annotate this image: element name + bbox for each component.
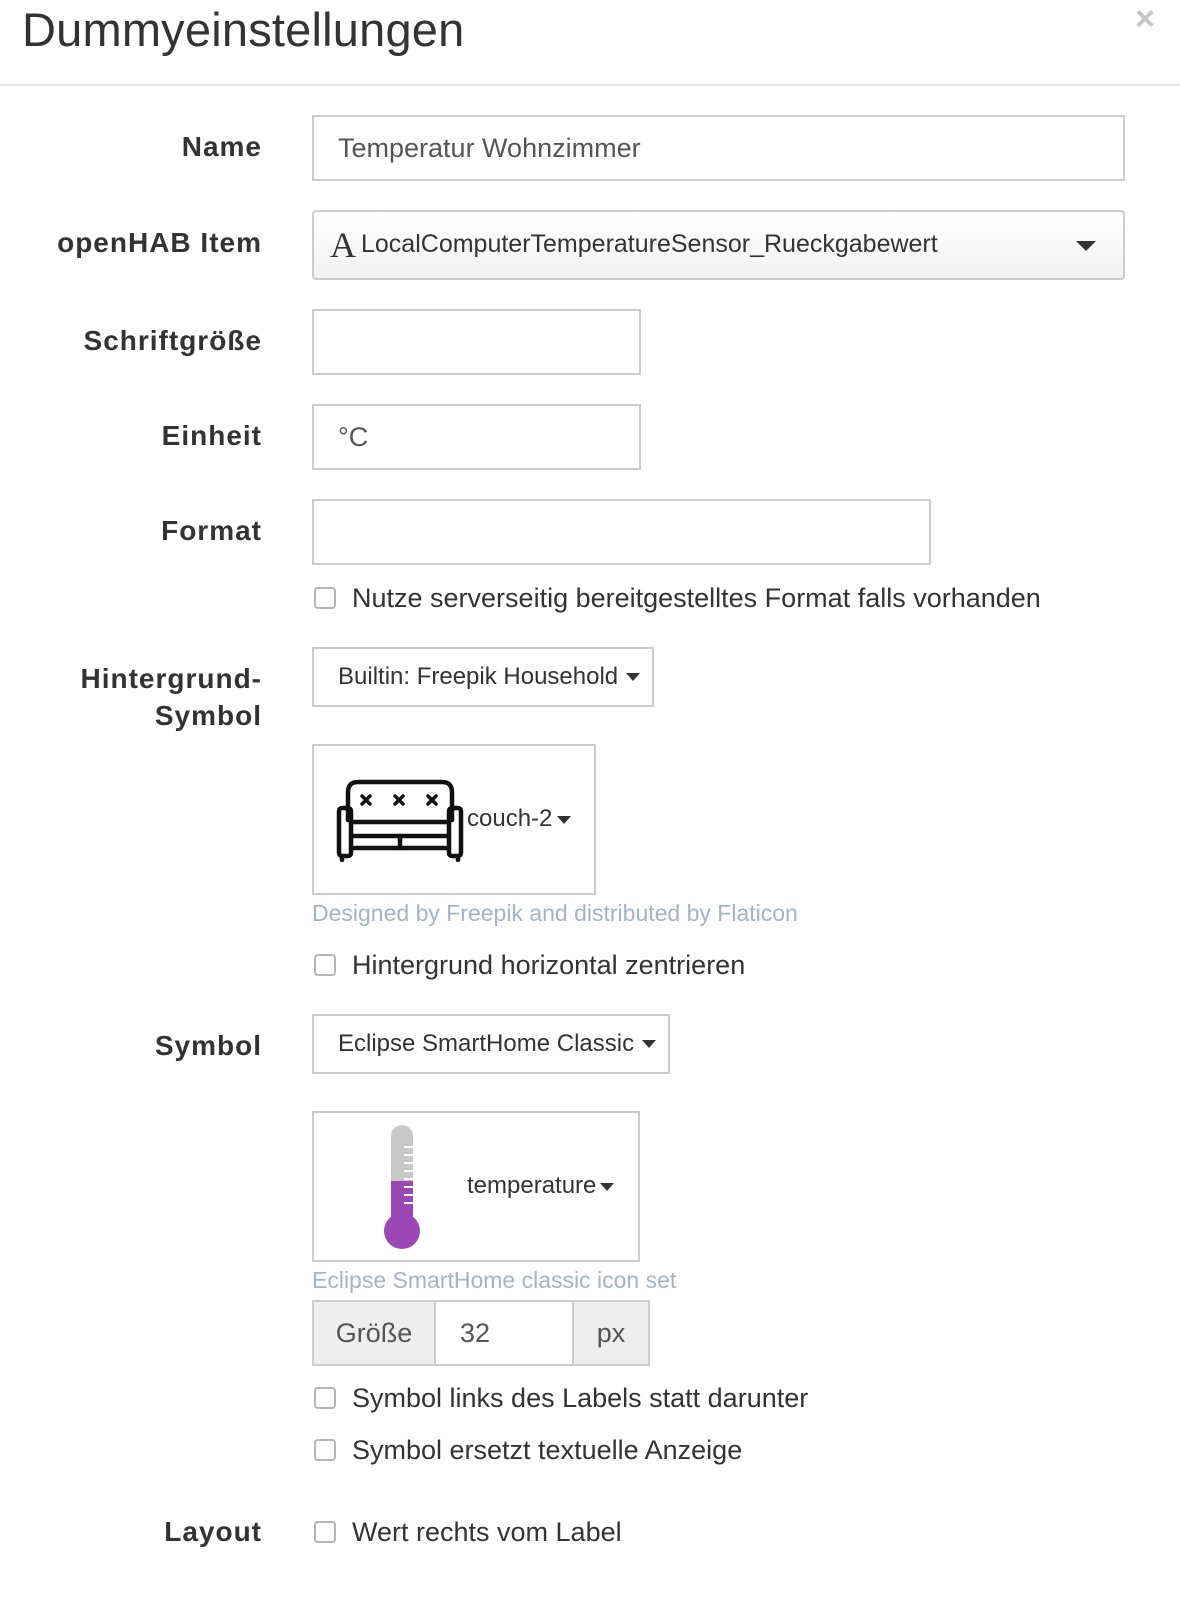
background-center-option[interactable] <box>312 947 745 983</box>
background-icon-label-line2: Symbol <box>154 700 262 731</box>
server-format-option[interactable] <box>312 580 1041 616</box>
icon-left-checkbox[interactable] <box>314 1387 336 1409</box>
font-size-input[interactable] <box>312 309 641 375</box>
format-input[interactable] <box>312 499 931 565</box>
icon-left-option[interactable] <box>312 1380 808 1416</box>
icon-replaces-text-option[interactable] <box>312 1432 742 1468</box>
chevron-down-icon <box>1076 241 1096 251</box>
background-center-checkbox-label: Hintergrund horizontal zentrieren <box>352 949 746 980</box>
icon-size-unit: px <box>572 1300 650 1366</box>
unit-label: Einheit <box>161 420 262 451</box>
chevron-down-icon <box>600 1183 614 1191</box>
icon-size-input[interactable] <box>434 1300 574 1366</box>
openhab-item-select[interactable] <box>312 210 1125 280</box>
background-icon-name: couch-2 <box>467 805 553 832</box>
openhab-item-value: LocalComputerTemperatureSensor_Rueckgabewert <box>361 230 938 258</box>
icon-size-prefix: Größe <box>312 1300 436 1366</box>
chevron-down-icon <box>626 673 640 681</box>
unit-input[interactable] <box>312 404 641 470</box>
icon-replaces-text-checkbox-label: Symbol ersetzt textuelle Anzeige <box>352 1434 743 1465</box>
icon-set-select[interactable] <box>312 1014 670 1074</box>
background-icon-set-select[interactable] <box>312 647 654 707</box>
dialog-header <box>0 0 1180 86</box>
icon-picker[interactable] <box>312 1111 640 1262</box>
item-type-icon: A <box>330 225 356 265</box>
chevron-down-icon <box>642 1040 656 1048</box>
close-icon[interactable]: × <box>1135 0 1155 38</box>
format-label: Format <box>161 515 262 546</box>
thermometer-icon <box>382 1125 422 1253</box>
font-size-label: Schriftgröße <box>83 325 262 356</box>
icon-credit-link[interactable]: Eclipse SmartHome classic icon set <box>312 1267 677 1293</box>
name-input[interactable] <box>312 115 1125 181</box>
value-right-checkbox[interactable] <box>314 1521 336 1543</box>
name-label: Name <box>181 131 262 162</box>
server-format-checkbox[interactable] <box>314 587 336 609</box>
openhab-item-label: openHAB Item <box>57 227 262 258</box>
background-icon-label-line1: Hintergrund- <box>80 663 262 694</box>
icon-left-checkbox-label: Symbol links des Labels statt darunter <box>352 1382 809 1413</box>
couch-icon <box>336 778 464 862</box>
layout-label: Layout <box>164 1516 262 1547</box>
icon-label: Symbol <box>154 1030 262 1061</box>
background-icon-credit-link[interactable]: Designed by Freepik and distributed by Flaticon <box>312 900 798 926</box>
background-center-checkbox[interactable] <box>314 954 336 976</box>
server-format-checkbox-label: Nutze serverseitig bereitgestelltes Format falls vorhanden <box>352 582 1041 613</box>
icon-replaces-text-checkbox[interactable] <box>314 1439 336 1461</box>
background-icon-set-value: Builtin: Freepik Household <box>338 663 619 690</box>
background-icon-picker[interactable] <box>312 744 596 895</box>
value-right-option[interactable] <box>312 1514 622 1550</box>
dialog-title: Dummyeinstellungen <box>22 3 465 56</box>
icon-set-value: Eclipse SmartHome Classic <box>338 1030 635 1057</box>
chevron-down-icon <box>557 816 571 824</box>
icon-name: temperature <box>467 1172 597 1199</box>
value-right-checkbox-label: Wert rechts vom Label <box>352 1516 622 1547</box>
